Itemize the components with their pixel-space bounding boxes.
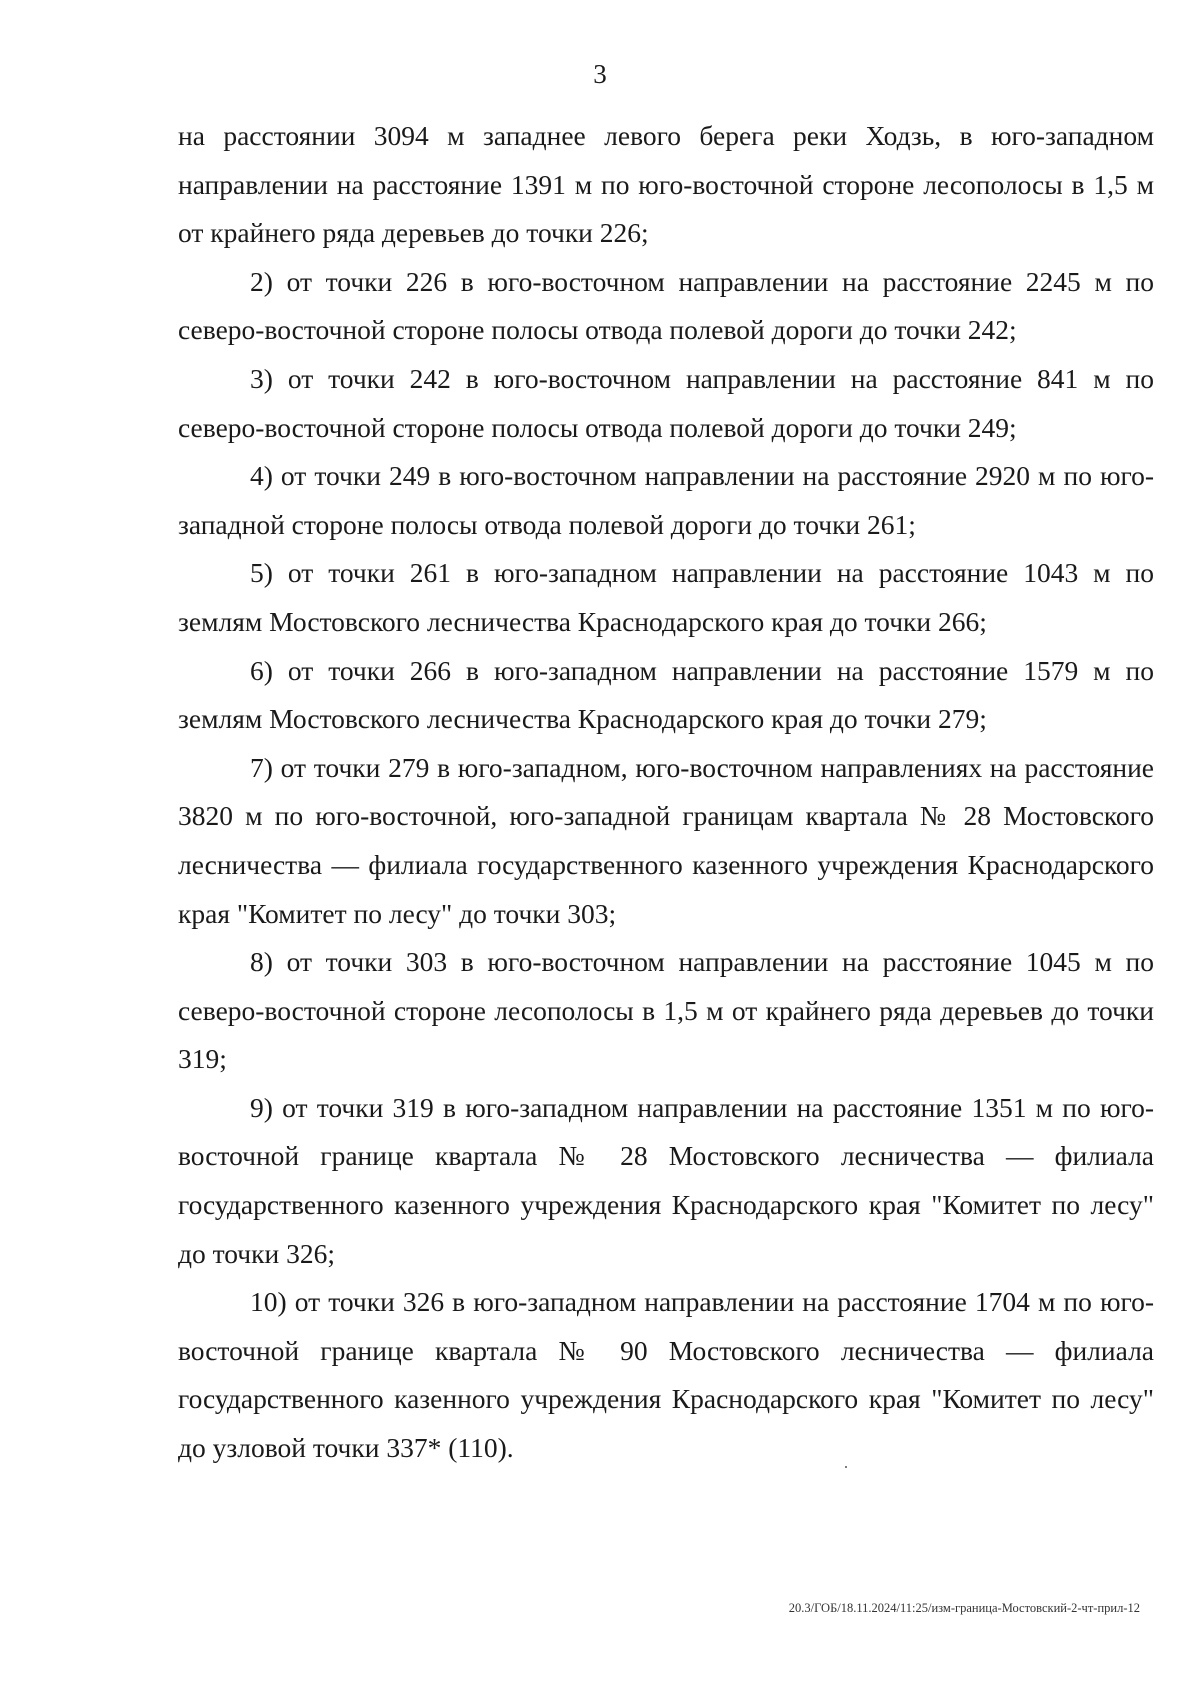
paragraph-item-5: 5) от точки 261 в юго-западном направлении на расстояние 1043 м по землям Мостовского лесничества Краснодарского края до точки 266; — [178, 557, 1154, 637]
page-number: 3 — [593, 59, 607, 89]
paragraph-continuation: на расстоянии 3094 м западнее левого берега реки Ходзь, в юго-западном направлении на расстояние 1391 м по юго-восточной стороне лесополосы в 1,5 м от крайнего ряда деревьев до точки 226; — [178, 120, 1154, 249]
scan-speck — [845, 1466, 847, 1468]
paragraph-item-10: 10) от точки 326 в юго-западном направлении на расстояние 1704 м по юго-восточной границе квартала № 90 Мостовского лесничества — филиала государственного казенного учреждения Краснодарского края "Комитет по лесу" до узловой точки 337* (110). — [178, 1286, 1154, 1464]
paragraph-item-9: 9) от точки 319 в юго-западном направлении на расстояние 1351 м по юго-восточной границе квартала № 28 Мостовского лесничества — филиала государственного казенного учреждения Краснодарского края "Комитет по лесу" до точки 326; — [178, 1091, 1154, 1269]
paragraph-item-8: 8) от точки 303 в юго-восточном направлении на расстояние 1045 м по северо-восточной стороне лесополосы в 1,5 м от крайнего ряда деревьев до точки 319; — [178, 946, 1154, 1075]
document-body — [178, 112, 1154, 1473]
paragraph-item-4: 4) от точки 249 в юго-восточном направлении на расстояние 2920 м по юго-западной стороне полосы отвода полевой дороги до точки 261; — [178, 460, 1154, 540]
paragraph-item-3: 3) от точки 242 в юго-восточном направлении на расстояние 841 м по северо-восточной стороне полосы отвода полевой дороги до точки 249; — [178, 362, 1154, 443]
paragraph-item-7: 7) от точки 279 в юго-западном, юго-восточном направлениях на расстояние 3820 м по юго-восточной, юго-западной границам квартала № 28 Мостовского лесничества — филиала государственного казенного учреждения Краснодарского края "Комитет по лесу" до точки 303; — [178, 751, 1154, 929]
paragraph-item-2: 2) от точки 226 в юго-восточном направлении на расстояние 2245 м по северо-восточной стороне полосы отвода полевой дороги до точки 242; — [178, 265, 1154, 346]
paragraph-item-6: 6) от точки 266 в юго-западном направлении на расстояние 1579 м по землям Мостовского лесничества Краснодарского края до точки 279; — [178, 654, 1154, 735]
document-footer-id: 20.3/ГОБ/18.11.2024/11:25/изм-граница-Мостовский-2-чт-прил-12 — [788, 1601, 1140, 1615]
